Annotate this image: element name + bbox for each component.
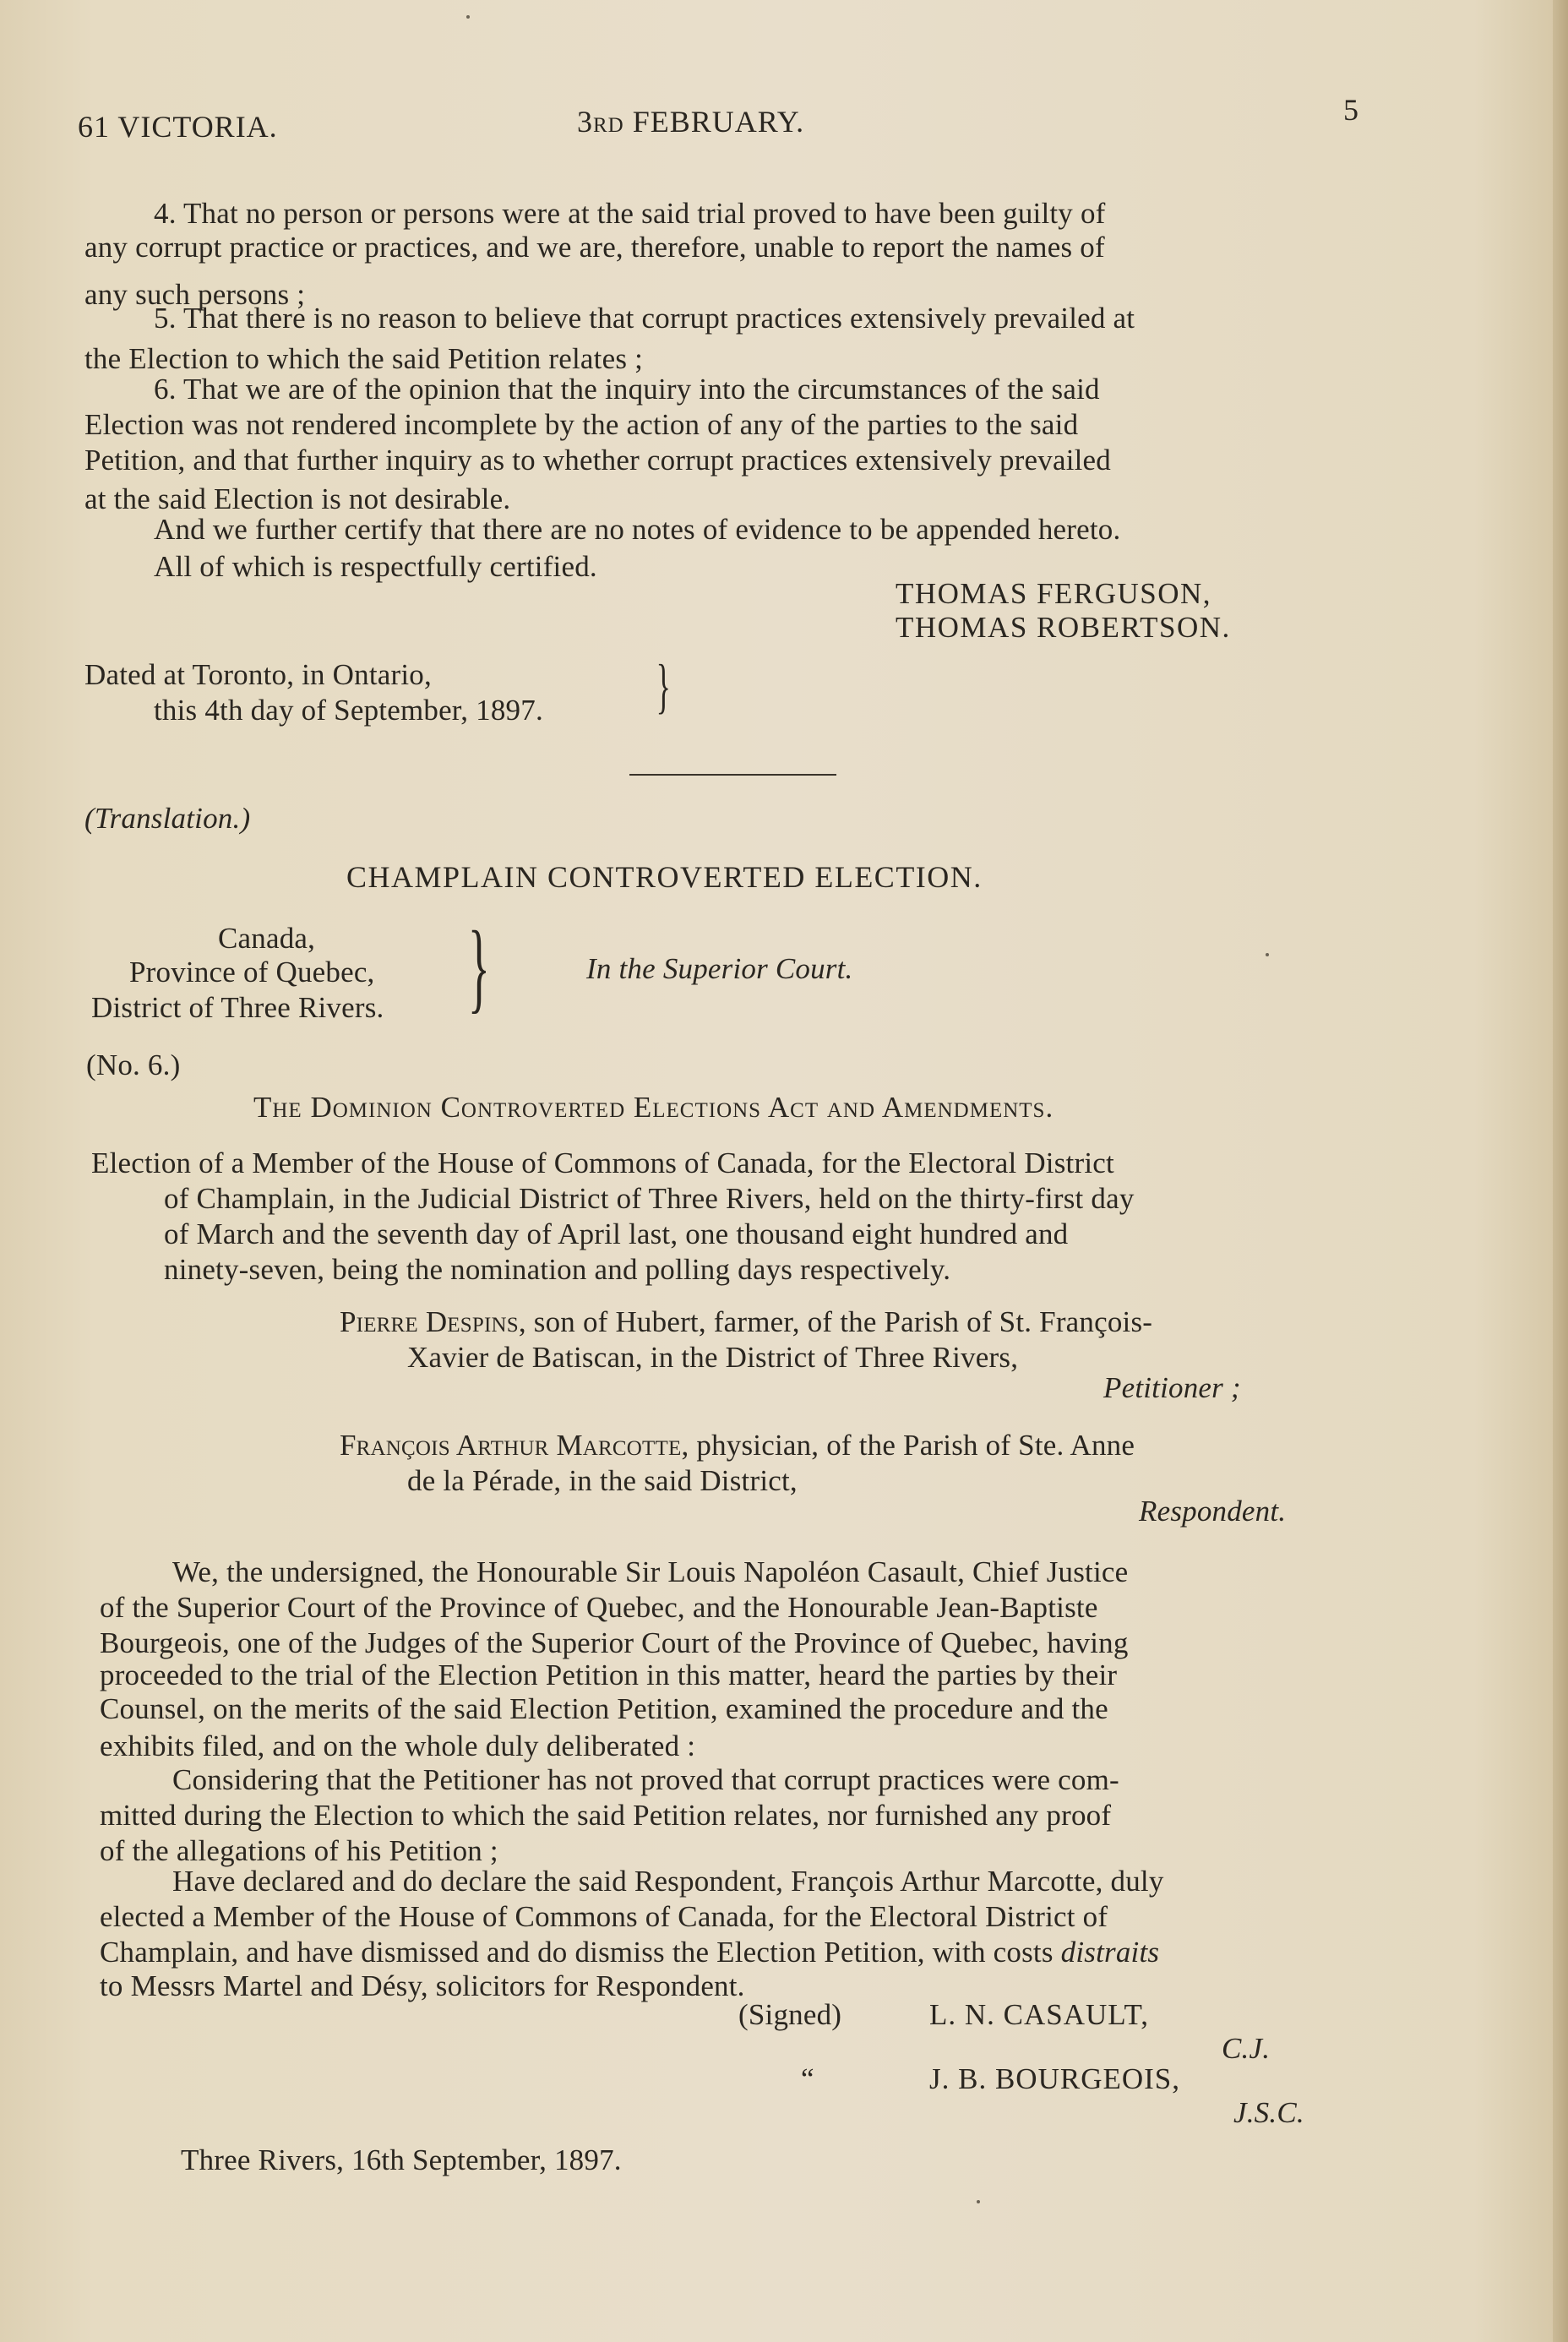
paragraph-line: 4. That no person or persons were at the said trial proved to have been guilty of xyxy=(154,197,1106,230)
paragraph-line: any corrupt practice or practices, and we are, therefore, unable to report the names of xyxy=(84,231,1105,264)
petitioner-description: son of Hubert, farmer, of the Parish of St. François- xyxy=(525,1305,1153,1338)
dated-line: Dated at Toronto, in Ontario, xyxy=(84,658,432,691)
election-line: ninety-seven, being the nomination and polling days respectively. xyxy=(164,1253,951,1286)
judge-casault: L. N. CASAULT, xyxy=(929,1998,1149,2031)
page-number: 5 xyxy=(1343,93,1359,127)
respondent-line-2: de la Pérade, in the said District, xyxy=(407,1464,798,1497)
distraits-word: distraits xyxy=(1060,1936,1160,1969)
speck xyxy=(1266,953,1269,956)
paragraph-line: Petition, and that further inquiry as to whether corrupt practices extensively prevailed xyxy=(84,444,1111,477)
election-line: of Champlain, in the Judicial District of Three Rivers, held on the thirty-first day xyxy=(164,1182,1135,1215)
judge-bourgeois: J. B. BOURGEOIS, xyxy=(929,2062,1181,2095)
election-line: of March and the seventh day of April last, one thousand eight hundred and xyxy=(164,1217,1069,1250)
paragraph-line: any such persons ; xyxy=(84,278,306,311)
dated-line: this 4th day of September, 1897. xyxy=(154,694,543,727)
section-title: CHAMPLAIN CONTROVERTED ELECTION. xyxy=(346,860,983,894)
court-name: In the Superior Court. xyxy=(586,952,853,985)
speck xyxy=(977,2200,980,2203)
petitioner-role: Petitioner ; xyxy=(1103,1371,1241,1404)
judgment-line: exhibits filed, and on the whole duly deliberated : xyxy=(100,1729,696,1762)
respondent-line xyxy=(340,1428,1135,1462)
signed-label: (Signed) xyxy=(738,1998,842,2031)
judgment-line: elected a Member of the House of Commons of Canada, for the Electoral District of xyxy=(100,1900,1108,1933)
petitioner-line xyxy=(340,1304,1152,1339)
paragraph-line: And we further certify that there are no notes of evidence to be appended hereto. xyxy=(154,513,1121,546)
paragraph-line: 6. That we are of the opinion that the inquiry into the circumstances of the said xyxy=(154,373,1100,406)
translation-label: (Translation.) xyxy=(84,802,251,835)
page-edge xyxy=(1553,0,1568,2342)
petitioner-name: Pierre Despins, xyxy=(340,1305,526,1338)
jurisdiction-line: Province of Quebec, xyxy=(129,956,375,989)
judgment-line: Bourgeois, one of the Judges of the Superior Court of the Province of Quebec, having xyxy=(100,1626,1129,1659)
judgment-line xyxy=(100,1935,1159,1969)
judge-casault-title: C.J. xyxy=(1222,2032,1271,2065)
act-title: The Dominion Controverted Elections Act and Amendments. xyxy=(253,1091,1054,1124)
signature-ferguson: THOMAS FERGUSON, xyxy=(896,577,1212,610)
judgment-line: mitted during the Election to which the said Petition relates, nor furnished any proof xyxy=(100,1799,1112,1832)
judge-bourgeois-title: J.S.C. xyxy=(1233,2096,1304,2129)
brace-right: } xyxy=(467,910,490,1022)
header-left: 61 VICTORIA. xyxy=(78,110,278,144)
signature-robertson: THOMAS ROBERTSON. xyxy=(896,611,1231,644)
jurisdiction-line: District of Three Rivers. xyxy=(91,991,384,1024)
judgment-line: Counsel, on the merits of the said Election Petition, examined the procedure and the xyxy=(100,1692,1108,1725)
election-line: Election of a Member of the House of Commons of Canada, for the Electoral District xyxy=(91,1146,1114,1179)
judgment-line: of the Superior Court of the Province of Quebec, and the Honourable Jean-Baptiste xyxy=(100,1591,1098,1624)
respondent-description: physician, of the Parish of Ste. Anne xyxy=(689,1429,1135,1462)
judgment-line: Considering that the Petitioner has not proved that corrupt practices were com- xyxy=(172,1763,1119,1796)
petitioner-line-2: Xavier de Batiscan, in the District of Three Rivers, xyxy=(407,1341,1019,1374)
judgment-line: to Messrs Martel and Désy, solicitors for Respondent. xyxy=(100,1969,745,2002)
respondent-role: Respondent. xyxy=(1139,1495,1287,1528)
judgment-text: Champlain, and have dismissed and do dismiss the Election Petition, with costs xyxy=(100,1936,1061,1969)
ditto-mark: “ xyxy=(801,2062,814,2095)
paragraph-line: 5. That there is no reason to believe that corrupt practices extensively prevailed at xyxy=(154,302,1135,335)
place-date: Three Rivers, 16th September, 1897. xyxy=(181,2143,622,2176)
header-center: 3RD FEBRUARY. xyxy=(577,105,805,139)
judgment-line: proceeded to the trial of the Election Petition in this matter, heard the parties by their xyxy=(100,1658,1118,1691)
paragraph-line: the Election to which the said Petition relates ; xyxy=(84,342,644,375)
jurisdiction-line: Canada, xyxy=(218,922,316,955)
speck xyxy=(466,15,470,19)
brace-right: } xyxy=(656,652,671,720)
paragraph-line: at the said Election is not desirable. xyxy=(84,482,511,515)
section-divider xyxy=(629,774,836,776)
paragraph-line: All of which is respectfully certified. xyxy=(154,550,597,583)
case-number: (No. 6.) xyxy=(86,1048,181,1081)
judgment-line: Have declared and do declare the said Respondent, François Arthur Marcotte, duly xyxy=(172,1865,1164,1898)
judgment-line: We, the undersigned, the Honourable Sir Louis Napoléon Casault, Chief Justice xyxy=(172,1555,1129,1588)
judgment-line: of the allegations of his Petition ; xyxy=(100,1834,498,1867)
respondent-name: François Arthur Marcotte, xyxy=(340,1429,689,1462)
paragraph-line: Election was not rendered incomplete by the action of any of the parties to the said xyxy=(84,408,1079,441)
